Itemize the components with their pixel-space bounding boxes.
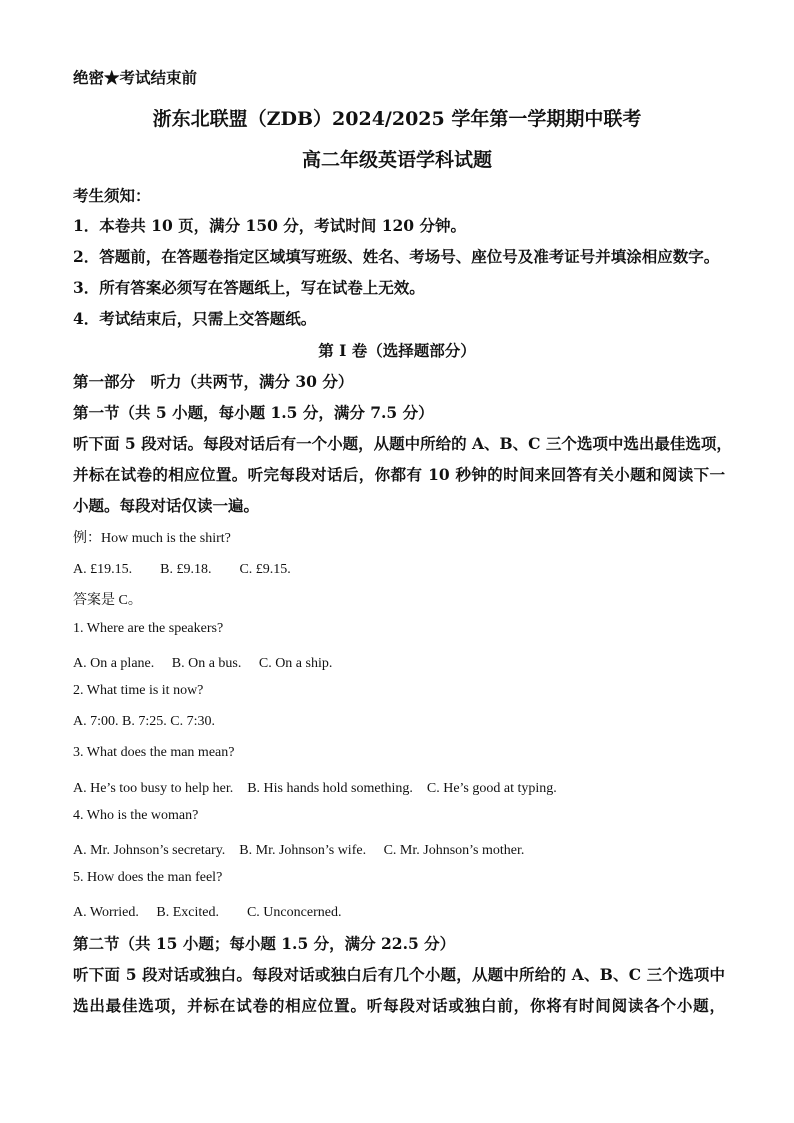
exam-title: 浙东北联盟（ZDB）2024/2025 学年第一学期期中联考 [152, 108, 642, 130]
confidential-label: 绝密★考试结束前 [73, 68, 198, 87]
question-text: 5. How does the man feel? [73, 870, 223, 885]
example-question: 例：How much is the shirt? [73, 531, 231, 546]
question-text: 1. Where are the speakers? [73, 621, 224, 636]
question-options: A. Mr. Johnson’s secretary. B. Mr. Johnson’s wife. C. Mr. Johnson’s mother. [73, 843, 525, 858]
section1-instructions: 并标在试卷的相应位置。听完每段对话后，你都有 10 秒钟的时间来回答有关小题和阅读下一 [73, 465, 725, 484]
notice-heading: 考生须知： [73, 186, 151, 205]
question-options: A. On a plane. B. On a bus. C. On a ship. [73, 656, 333, 671]
section2-heading: 第二节（共 15 小题；每小题 1.5 分，满分 22.5 分） [73, 934, 456, 953]
part1-heading: 第一部分 听力（共两节，满分 30 分） [73, 372, 354, 391]
question-options: A. 7:00. B. 7:25. C. 7:30. [73, 714, 215, 729]
notice-item: 3．所有答案必须写在答题纸上，写在试卷上无效。 [73, 278, 425, 297]
section2-instructions: 听下面 5 段对话或独白。每段对话或独白后有几个小题，从题中所给的 A、B、C 三个选项中 [73, 965, 725, 984]
notice-item: 1．本卷共 10 页，满分 150 分，考试时间 120 分钟。 [73, 216, 466, 235]
example-options: A. £19.15. B. £9.18. C. £9.15. [73, 562, 291, 577]
example-answer: 答案是 C。 [73, 593, 142, 608]
notice-item: 2．答题前，在答题卷指定区域填写班级、姓名、考场号、座位号及准考证号并填涂相应数字。 [73, 247, 720, 266]
question-options: A. He’s too busy to help her. B. His hands hold something. C. He’s good at typing. [73, 781, 557, 796]
volume-title: 第 I 卷（选择题部分） [318, 341, 476, 360]
question-text: 2. What time is it now? [73, 683, 204, 698]
section2-instructions: 选出最佳选项，并标在试卷的相应位置。听每段对话或独白前，你将有时间阅读各个小题， [73, 996, 725, 1015]
section1-instructions: 小题。每段对话仅读一遍。 [73, 496, 260, 515]
question-text: 3. What does the man mean? [73, 745, 235, 760]
exam-subtitle: 高二年级英语学科试题 [301, 149, 492, 171]
section1-heading: 第一节（共 5 小题，每小题 1.5 分，满分 7.5 分） [73, 403, 434, 422]
section1-instructions: 听下面 5 段对话。每段对话后有一个小题，从题中所给的 A、B、C 三个选项中选出最佳选项， [73, 434, 732, 453]
notice-item: 4．考试结束后，只需上交答题纸。 [73, 309, 317, 328]
question-options: A. Worried. B. Excited. C. Unconcerned. [73, 905, 342, 920]
question-text: 4. Who is the woman? [73, 808, 199, 823]
